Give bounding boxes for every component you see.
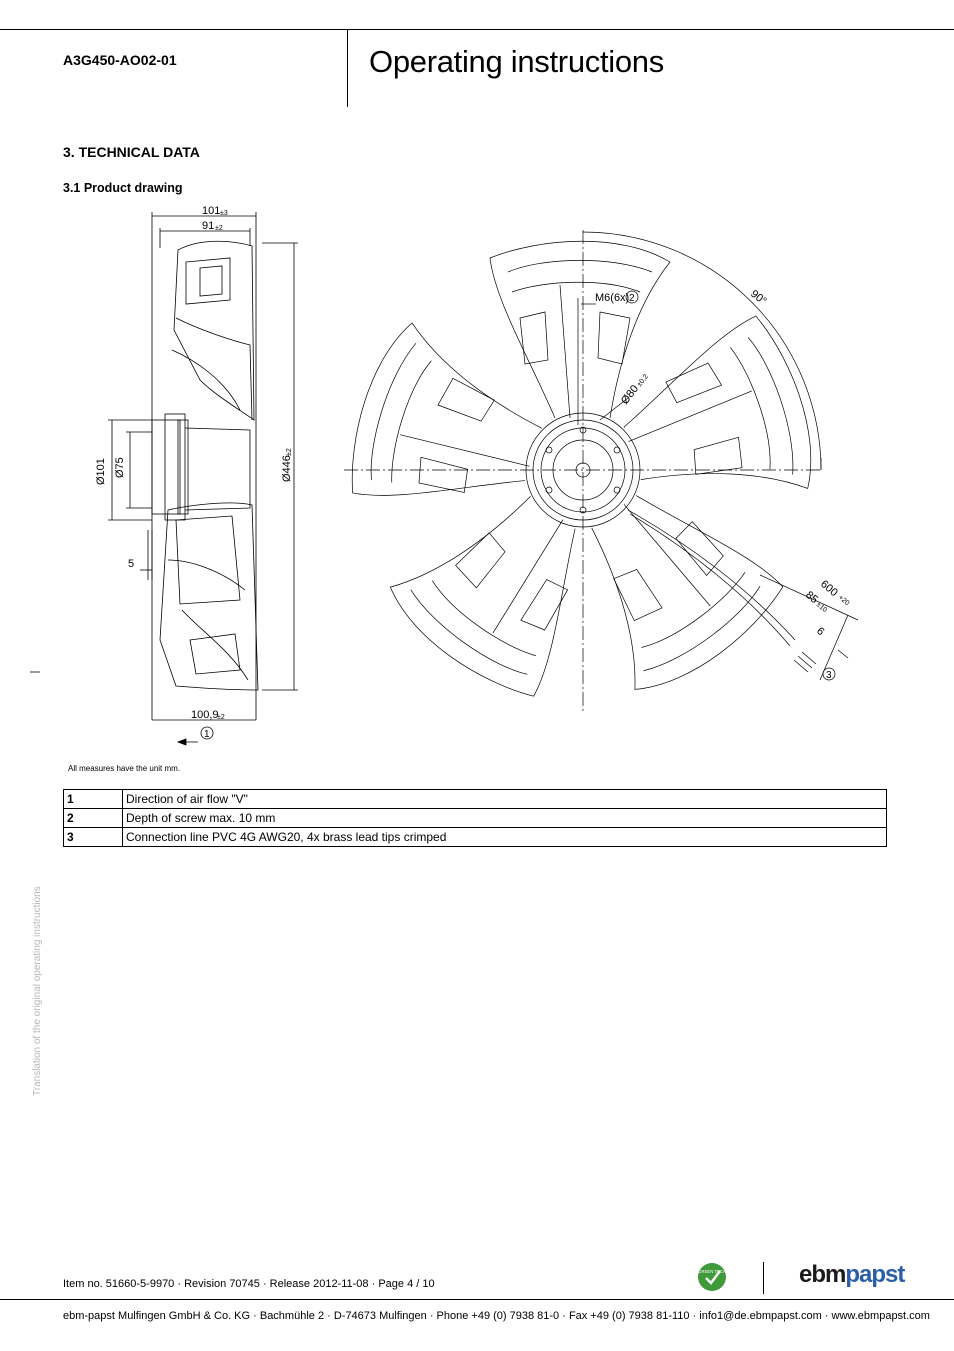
callout-2: 2 [629,293,635,304]
legend-text: Direction of air flow "V" [123,790,887,809]
table-row [64,809,887,828]
fan-blade [490,241,670,418]
side-note: Translation of the original operating instructions [32,886,43,1096]
table-row [64,828,887,847]
dim-dia-101: Ø101 [95,458,107,485]
badge-text: GREEN TECH [698,1269,726,1274]
logo-ebm: ebm [799,1261,846,1288]
logo-papst: papst [845,1261,905,1288]
ebmpapst-logo [799,1261,904,1289]
dim-len-600: 600 [818,578,840,600]
footer-rule [0,1299,954,1300]
logo-divider [763,1262,764,1294]
dim-len-85: 85 [803,589,821,607]
callout-1: 1 [204,729,210,740]
unit-note: All measures have the unit mm. [68,764,181,773]
dim-m6: M6(6x) [595,292,630,304]
dim-91: 91 [202,220,215,232]
item-line: Item no. 51660-5-9970 · Revision 70745 · Release 2012-11-08 · Page 4 / 10 [63,1278,435,1290]
dim-dia-446: Ø446 [281,455,293,482]
legend-num: 2 [64,809,123,828]
dim-100-9: 100,9 [191,709,219,721]
legend-text: Connection line PVC 4G AWG20, 4x brass lead tips crimped [123,828,887,847]
dim-angle: 90° [748,287,769,308]
company-footer: ebm-papst Mulfingen GmbH & Co. KG · Bachmühle 2 · D-74673 Mulfingen · Phone +49 (0) 7938 81-0 · Fax +49 (0) 7938 81-110 · info1@de.ebmpapst.com · www.ebmpapst.com [63,1310,930,1322]
document-title: Operating instructions [369,44,664,79]
dim-dia-446-tol: ±2 [286,448,293,456]
green-tech-badge-icon [697,1262,727,1292]
dim-dia-80: Ø80 [618,383,642,407]
legend-table [63,789,887,847]
dim-len-600-tol: +20 [836,594,851,608]
dim-100-9-tol: ±2 [217,714,225,721]
dim-91-tol: ±2 [215,225,223,232]
model-number: A3G450-AO02-01 [63,52,177,68]
dim-len-6: 6 [814,625,827,639]
dim-len-85-tol: ±10 [814,601,829,615]
dim-5: 5 [128,558,135,570]
side-view [152,241,258,690]
legend-num: 3 [64,828,123,847]
table-row [64,790,887,809]
dim-101-top: 101 [202,205,221,217]
section-title: 3. TECHNICAL DATA [63,144,200,160]
dim-dia-75: Ø75 [114,457,126,478]
dim-101-top-tol: ±3 [220,210,228,217]
dim-dia-80-tol: ±0,2 [636,373,650,389]
legend-num: 1 [64,790,123,809]
subsection-title: 3.1 Product drawing [63,181,183,195]
legend-text: Depth of screw max. 10 mm [123,809,887,828]
callout-3: 3 [826,670,832,681]
